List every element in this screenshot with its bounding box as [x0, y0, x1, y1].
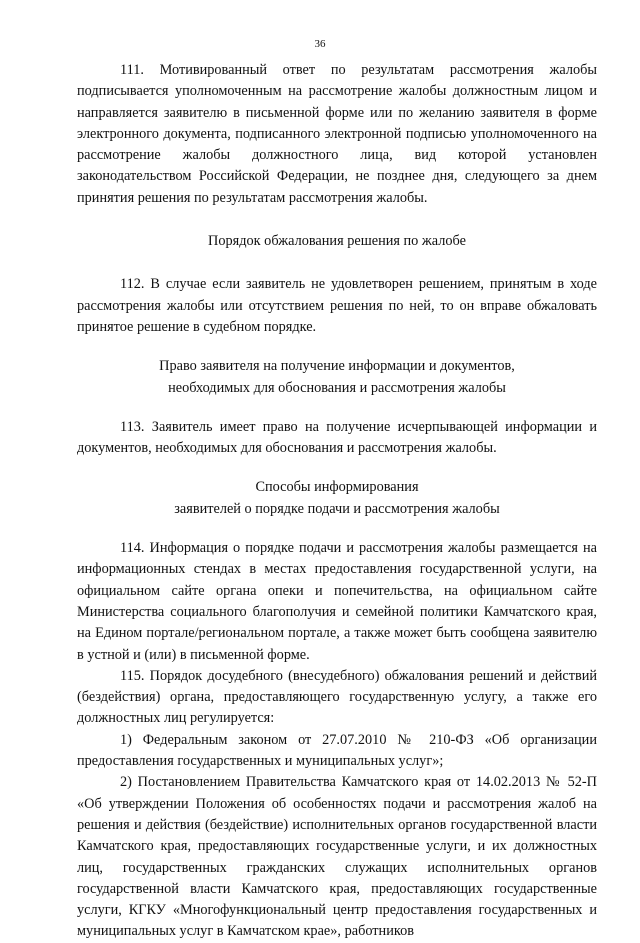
heading-appeal-procedure: Порядок обжалования решения по жалобе — [208, 233, 466, 250]
paragraph-113: 113. Заявитель имеет право на получение исчерпывающей информации и документов, необходимых для обоснования и рассмотрения жалобы. — [77, 418, 597, 457]
paragraph-115: 115. Порядок досудебного (внесудебного) обжалования решений и действий (бездействия) органа, предоставляющего государственную услугу, а также его должностных лиц регулируется: — [77, 667, 597, 727]
heading-applicant-rights-line-1: Право заявителя на получение информации и документов, — [159, 358, 515, 375]
page-number: 36 — [314, 38, 326, 50]
document-body — [77, 60, 597, 943]
paragraph-112: 112. В случае если заявитель не удовлетворен решением, принятым в ходе рассмотрения жалобы или отсутствием решения по ней, то он вправе обжаловать принятое решение в судебном порядке. — [77, 276, 597, 335]
heading-informing-line-1: Способы информирования — [255, 479, 419, 496]
paragraph-115-item-1: 1) Федеральным законом от 27.07.2010 № 210-ФЗ «Об организации предоставления государственных и муниципальных услуг»; — [77, 731, 597, 770]
paragraph-115-item-2: 2) Постановлением Правительства Камчатского края от 14.02.2013 № 52-П «Об утверждении Положения об особенностях подачи и рассмотрения жалоб на решения и действия (бездействие) исполнительных органов государственной власти Камчатского края, предоставляющих государственные услуги, и их должностных лиц, государственных гражданских служащих исполнительных органов государственной власти Камчатского края, предоставляющих государственные услуги, КГКУ «Многофункциональный центр предоставления государственных и муниципальных услуг в Камчатском крае», работников — [77, 774, 597, 940]
paragraph-114: 114. Информация о порядке подачи и рассмотрения жалобы размещается на информационных стендах в местах предоставления государственной услуги, на официальном сайте органа опеки и попечительства, на официальном сайте Министерства социального благополучия и семейной политики Камчатского края, на Едином портале/региональном портале, а также может быть сообщена заявителю в устной и (или) в письменной форме. — [77, 540, 597, 663]
heading-informing-line-2: заявителей о порядке подачи и рассмотрения жалобы — [174, 500, 500, 517]
heading-applicant-rights-line-2: необходимых для обоснования и рассмотрения жалобы — [168, 379, 506, 396]
paragraph-111: 111. Мотивированный ответ по результатам рассмотрения жалобы подписывается уполномоченным на рассмотрение жалобы должностным лицом и направляется заявителю в письменной форме или по желанию заявителя в форме электронного документа, подписанного электронной подписью уполномоченного на рассмотрение жалобы должностного лица, вид которой установлен законодательством Российской Федерации, не позднее дня, следующего за днем принятия решения по результатам рассмотрения жалобы. — [77, 62, 597, 206]
